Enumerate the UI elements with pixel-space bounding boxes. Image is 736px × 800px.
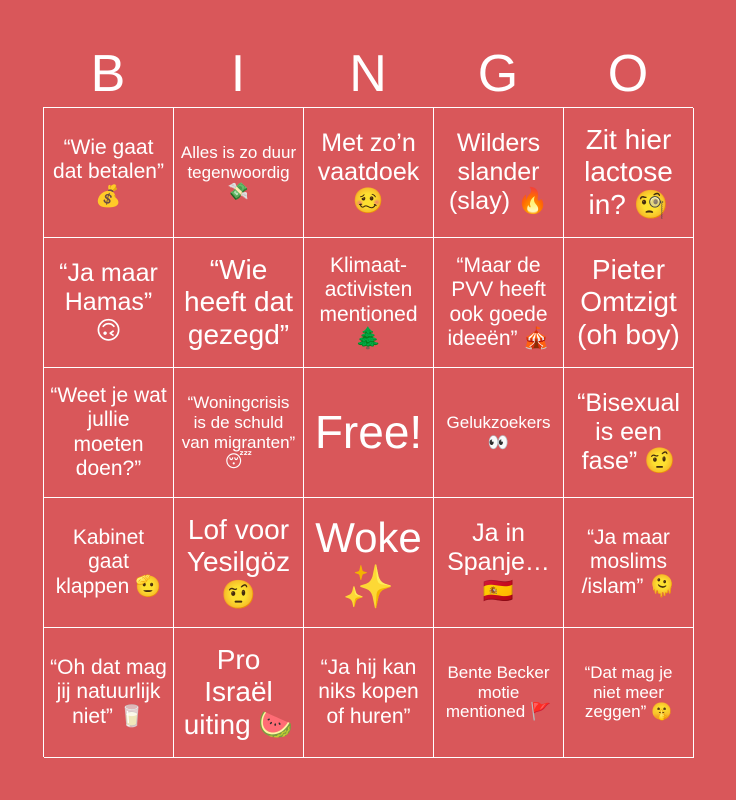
bingo-cell[interactable] (434, 108, 564, 238)
bingo-cell-text: Klimaat-activisten mentioned 🌲 (319, 254, 418, 350)
bingo-cell-text: “Ja hij kan niks kopen of huren” (318, 656, 419, 728)
bingo-cell[interactable] (564, 498, 694, 628)
bingo-cell-text: “Ja maar Hamas” 🙃 (59, 259, 158, 345)
bingo-cell[interactable] (304, 498, 434, 628)
bingo-cell[interactable] (564, 628, 694, 758)
bingo-cell-text: “Ja maar moslims /islam” 🫠 (581, 526, 676, 598)
bingo-cell[interactable] (304, 628, 434, 758)
bingo-cell-text: Alles is zo duur tegenwoordig 💸 (180, 143, 297, 202)
bingo-cell-text: Kabinet gaat klappen 🫡 (55, 526, 162, 598)
header-letter-o: O (607, 45, 649, 103)
header-letter-g: G (477, 45, 519, 103)
bingo-cell[interactable] (174, 628, 304, 758)
bingo-cell-text: “Woningcrisis is de schuld van migranten” 😴 (181, 393, 296, 472)
bingo-cell[interactable] (174, 238, 304, 368)
bingo-cell[interactable] (434, 628, 564, 758)
bingo-board (43, 107, 693, 757)
bingo-cell-text: Wilders slander (slay) 🔥 (448, 129, 549, 215)
bingo-cell[interactable] (564, 368, 694, 498)
bingo-cell[interactable] (174, 368, 304, 498)
bingo-cell-text: Ja in Spanje… 🇪🇸 (447, 519, 550, 605)
bingo-cell-text: “Oh dat mag jij natuurlijk niet” 🥛 (50, 656, 167, 728)
bingo-cell-text: Pro Israël uiting 🍉 (183, 644, 294, 740)
bingo-cell[interactable] (44, 238, 174, 368)
bingo-cell[interactable] (174, 108, 304, 238)
bingo-cell-text: “Maar de PVV heeft ook goede ideeën” 🎪 (447, 254, 550, 350)
bingo-cell[interactable] (564, 238, 694, 368)
bingo-cell-text: Bente Becker motie mentioned 🚩 (445, 663, 552, 722)
bingo-cell[interactable] (434, 498, 564, 628)
bingo-cell-text: Met zo’n vaatdoek 🥴 (317, 129, 420, 215)
bingo-cell-text: “Weet je wat jullie moeten doen?” (50, 384, 167, 480)
bingo-cell[interactable] (44, 628, 174, 758)
bingo-cell-text: Gelukzoekers 👀 (446, 412, 551, 452)
bingo-cell-text: “Wie gaat dat betalen” 💰 (53, 136, 164, 208)
bingo-cell[interactable] (174, 498, 304, 628)
bingo-cell[interactable] (304, 238, 434, 368)
header-letter-b: B (90, 45, 126, 103)
bingo-cell[interactable] (44, 368, 174, 498)
bingo-cell[interactable] (564, 108, 694, 238)
bingo-cell-text: Pieter Omtzigt (oh boy) (577, 254, 680, 350)
bingo-cell-text: Woke ✨ (315, 514, 422, 610)
bingo-cell-text: Zit hier lactose in? 🧐 (584, 124, 673, 220)
bingo-cell-free[interactable] (304, 368, 434, 498)
bingo-cell-text: “Bisexual is een fase” 🤨 (577, 389, 680, 475)
header-letter-n: N (349, 45, 387, 103)
bingo-header (43, 40, 693, 108)
header-letter-i: I (230, 45, 246, 103)
bingo-cell-text: “Wie heeft dat gezegd” (184, 254, 293, 350)
bingo-cell[interactable] (434, 368, 564, 498)
bingo-cell-text: “Dat mag je niet meer zeggen” 🤫 (584, 663, 673, 722)
bingo-cell-text: Free! (314, 406, 423, 459)
bingo-cell[interactable] (44, 108, 174, 238)
bingo-cell[interactable] (434, 238, 564, 368)
bingo-cell-text: Lof voor Yesilgöz 🤨 (186, 514, 291, 610)
bingo-cell[interactable] (44, 498, 174, 628)
bingo-cell[interactable] (304, 108, 434, 238)
